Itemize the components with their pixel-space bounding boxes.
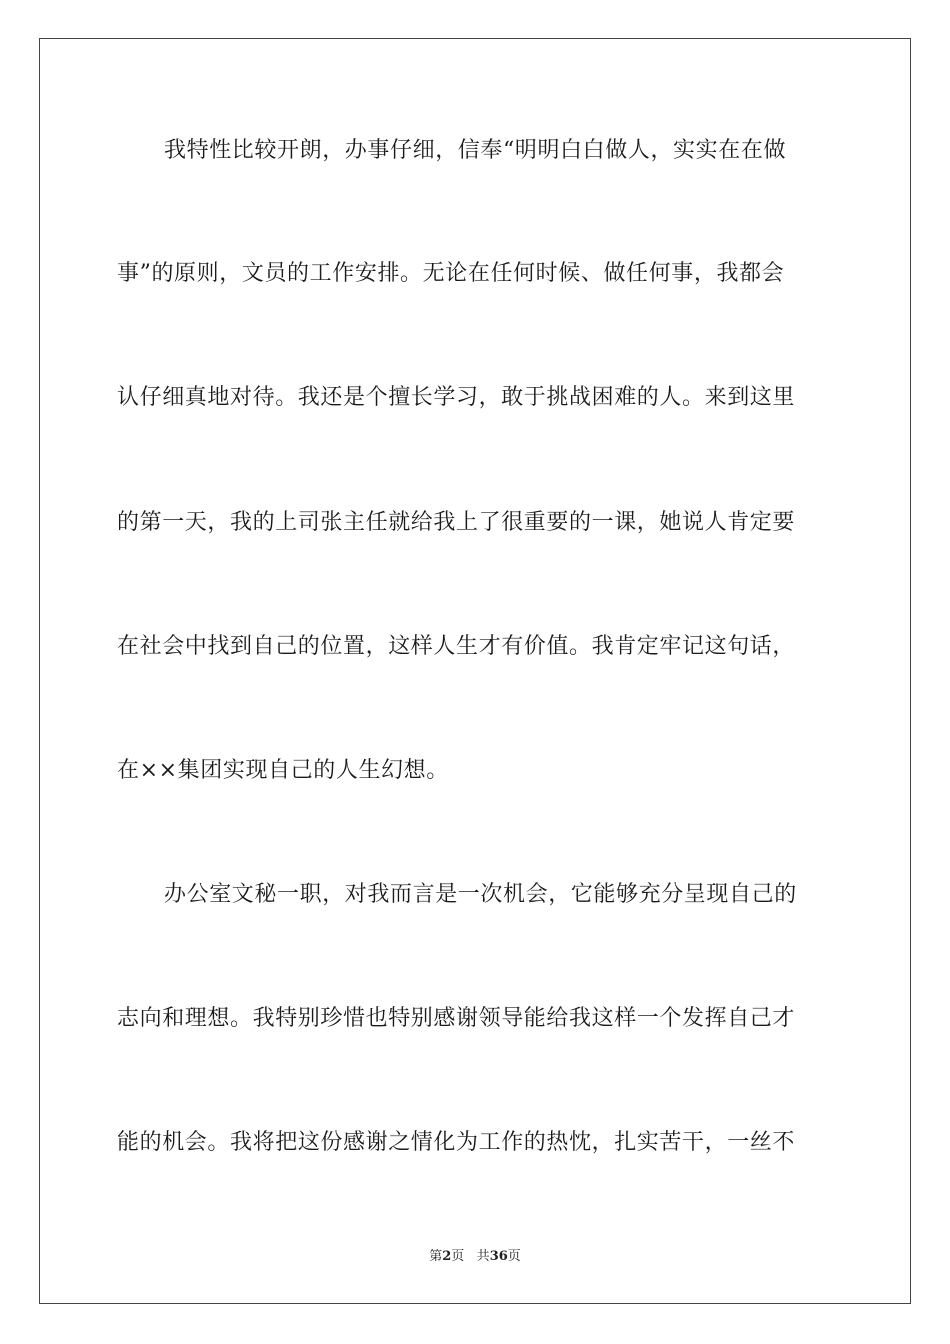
page-border — [39, 38, 911, 1304]
total-suffix: 页 — [507, 1249, 521, 1264]
page-suffix: 页 — [451, 1249, 465, 1264]
paragraph-1-line-4: 的第一天，我的上司张主任就给我上了很重要的一课，她说人肯定要 — [117, 510, 796, 535]
page-prefix: 第 — [429, 1249, 443, 1264]
paragraph-1-line-2: 事”的原则，文员的工作安排。无论在任何时候、做任何事，我都会 — [117, 261, 785, 286]
paragraph-1-line-3: 认仔细真地对待。我还是个擅长学习，敢于挑战困难的人。来到这里 — [117, 385, 796, 410]
paragraph-1-line-1: 我特性比较开朗，办事仔细，信奉“明明白白做人，实实在在做 — [164, 138, 787, 163]
paragraph-2-line-2: 志向和理想。我特别珍惜也特别感谢领导能给我这样一个发挥自己才 — [117, 1006, 796, 1031]
total-prefix: 共 — [476, 1249, 490, 1264]
page-footer — [0, 1248, 950, 1266]
paragraph-2-line-3: 能的机会。我将把这份感谢之情化为工作的热忱，扎实苦干，一丝不 — [117, 1130, 796, 1155]
paragraph-1-line-5: 在社会中找到自己的位置，这样人生才有价值。我肯定牢记这句话， — [117, 634, 796, 659]
paragraph-1-line-6: 在××集团实现自己的人生幻想。 — [117, 758, 449, 783]
paragraph-2-line-1: 办公室文秘一职，对我而言是一次机会，它能够充分呈现自己的 — [164, 882, 797, 907]
total-pages: 36 — [489, 1249, 508, 1264]
page-number: 2 — [442, 1249, 452, 1264]
